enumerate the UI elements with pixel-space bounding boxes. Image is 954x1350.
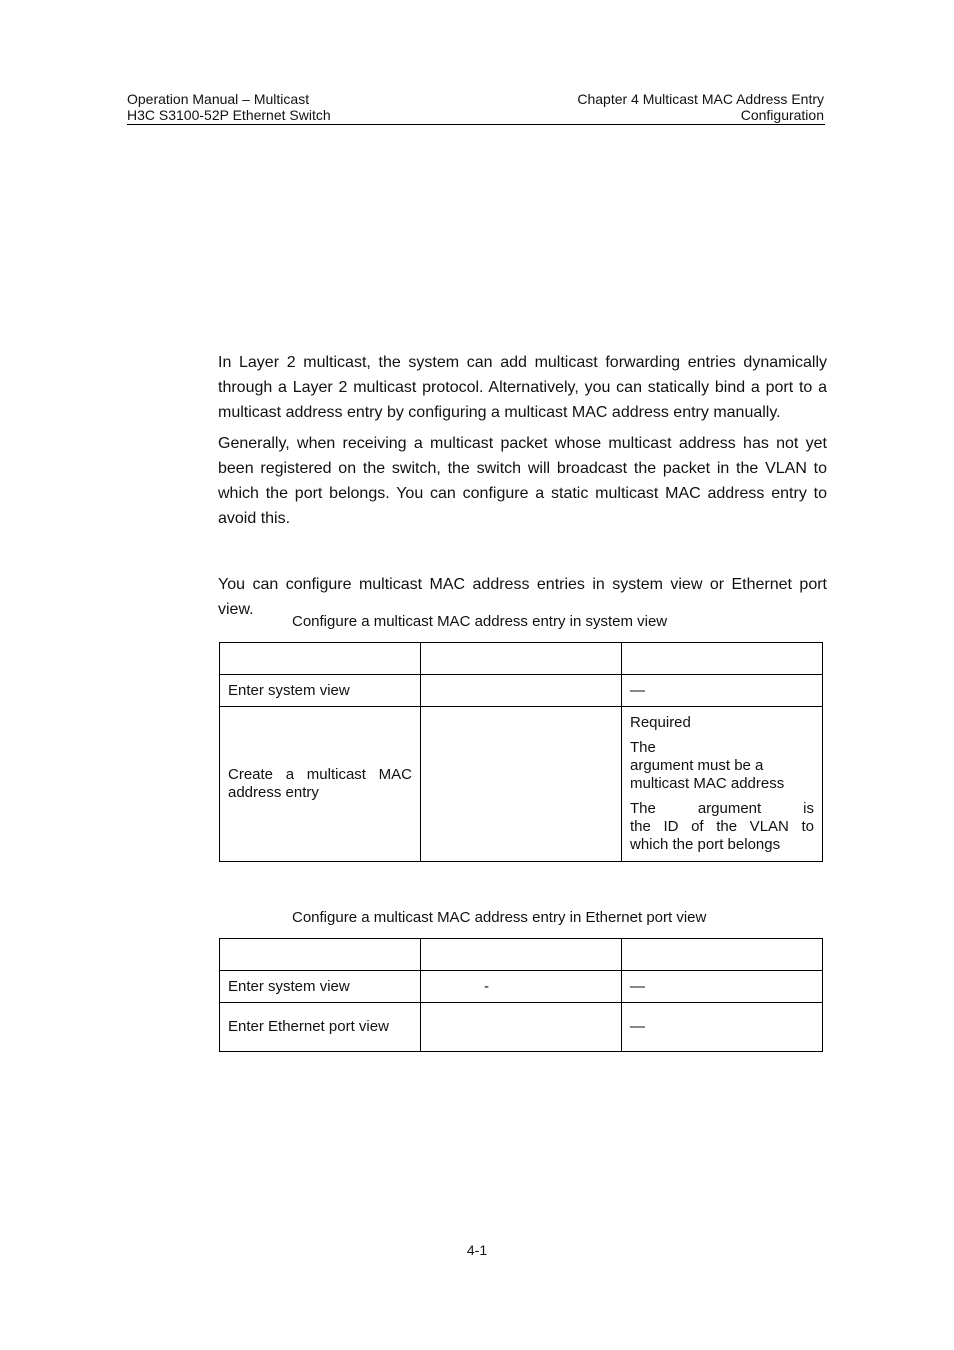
page-header-left bbox=[127, 91, 331, 123]
page-header-right bbox=[577, 91, 824, 123]
intro-paragraph: In Layer 2 multicast, the system can add multicast forwarding entries dynamically through a Layer 2 multicast protocol. Alternatively, you can statically bind a port to a multicast address entry by configuring a multicast MAC address entry manually. bbox=[218, 354, 827, 421]
chapter-title-cont: Configuration bbox=[740, 107, 824, 123]
chapter-title: Chapter 4 Multicast MAC Address Entry bbox=[577, 91, 824, 107]
command-cell bbox=[421, 675, 622, 707]
config-views-paragraph: You can configure multicast MAC address entries in system view or Ethernet port view. bbox=[218, 576, 827, 618]
system-view-table bbox=[219, 642, 823, 862]
header-cell bbox=[421, 939, 622, 971]
header-cell bbox=[421, 643, 622, 675]
operation-text: Create a multicast MAC bbox=[228, 766, 412, 783]
remark-vlan-text: The argument is bbox=[630, 800, 814, 817]
table2-caption: Configure a multicast MAC address entry in Ethernet port view bbox=[292, 909, 707, 926]
table-row bbox=[220, 1003, 823, 1052]
operation-text: address entry bbox=[228, 784, 319, 801]
command-cell: - bbox=[421, 971, 622, 1003]
remarks-cell: — bbox=[622, 675, 823, 707]
header-cell bbox=[622, 939, 823, 971]
remark-mac-text: argument must be a multicast MAC address bbox=[630, 757, 785, 792]
table-header-row bbox=[220, 643, 823, 675]
operation-cell: Enter Ethernet port view bbox=[220, 1003, 421, 1052]
product-name: H3C S3100-52P Ethernet Switch bbox=[127, 107, 331, 123]
remarks-cell: — bbox=[622, 971, 823, 1003]
port-view-table bbox=[219, 938, 823, 1052]
header-cell bbox=[220, 643, 421, 675]
manual-title: Operation Manual – Multicast bbox=[127, 91, 310, 107]
remarks-cell: — bbox=[622, 1003, 823, 1052]
header-divider bbox=[127, 124, 825, 125]
operation-cell bbox=[220, 707, 421, 862]
header-cell bbox=[220, 939, 421, 971]
remark-mac-label: The bbox=[630, 739, 656, 756]
remarks-cell bbox=[622, 707, 823, 862]
broadcast-paragraph: Generally, when receiving a multicast packet whose multicast address has not yet been registered on the switch, the switch will broadcast the packet in the VLAN to which the port belongs. You can configure a static multicast MAC address entry to avoid this. bbox=[218, 435, 827, 527]
remark-vlan-text: the ID of the VLAN to bbox=[630, 818, 814, 835]
remark-required: Required bbox=[630, 714, 691, 731]
table1-caption: Configure a multicast MAC address entry in system view bbox=[292, 613, 668, 630]
command-cell bbox=[421, 707, 622, 862]
command-cell bbox=[421, 1003, 622, 1052]
table-row bbox=[220, 707, 823, 862]
operation-cell: Enter system view bbox=[220, 971, 421, 1003]
header-cell bbox=[622, 643, 823, 675]
operation-cell: Enter system view bbox=[220, 675, 421, 707]
table-row bbox=[220, 971, 823, 1003]
remark-vlan-text: which the port belongs bbox=[630, 836, 781, 853]
table-header-row bbox=[220, 939, 823, 971]
page-number: 4-1 bbox=[466, 1242, 488, 1258]
table-row bbox=[220, 675, 823, 707]
